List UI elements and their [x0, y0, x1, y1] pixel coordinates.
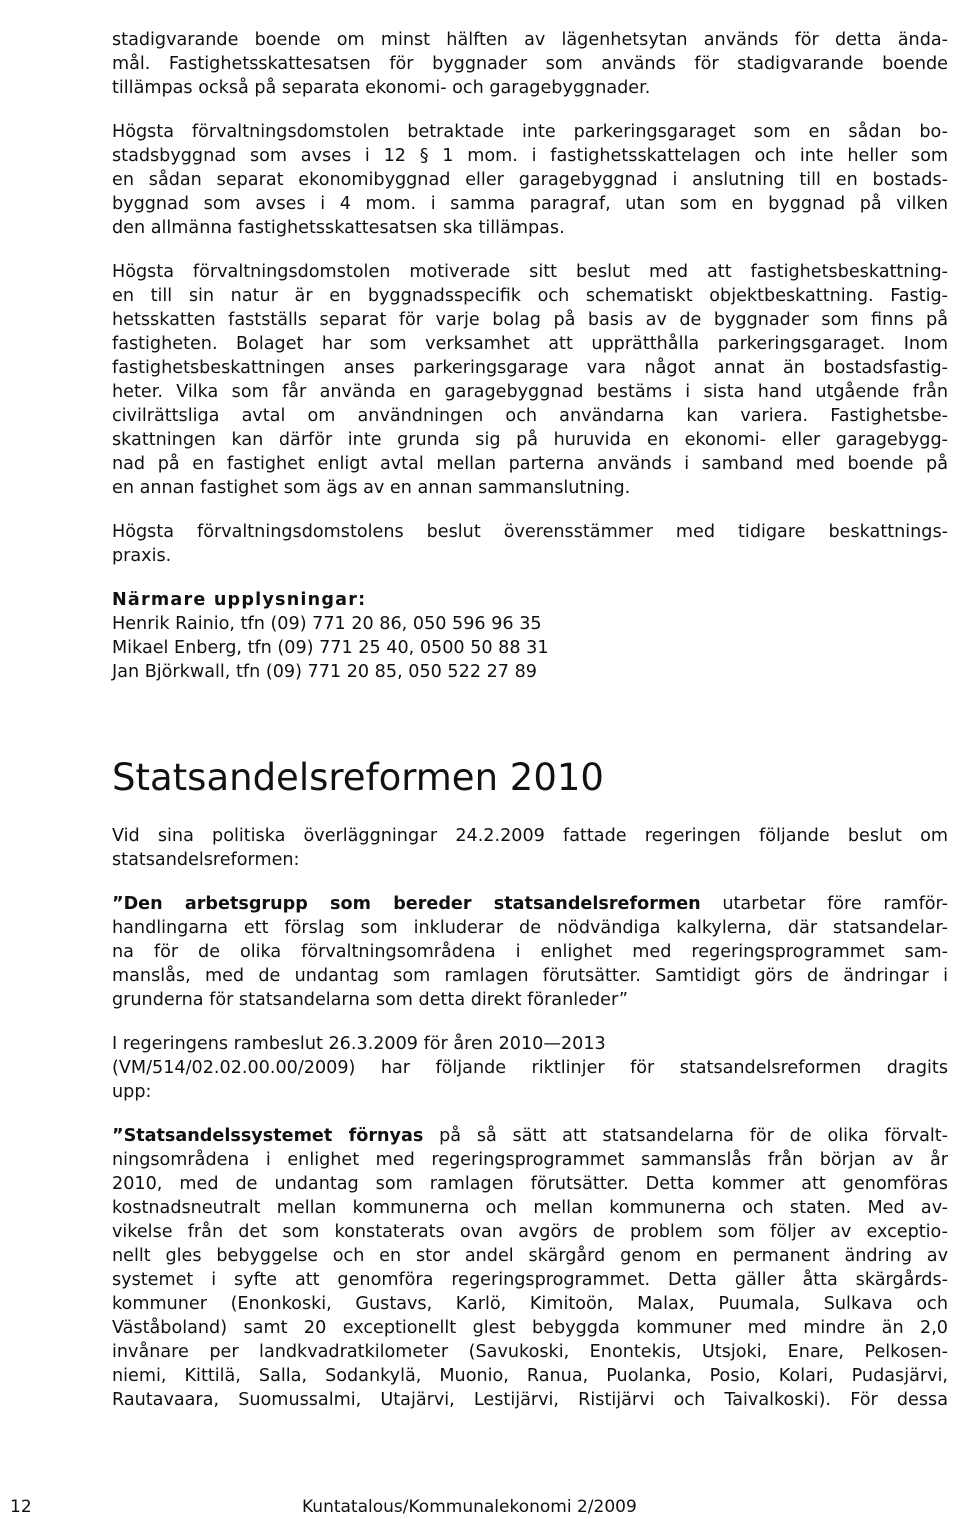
text-line: Vid sina politiska överläggningar 24.2.2009 fattade regeringen följande beslut om — [112, 826, 948, 846]
text-line: civilrättsliga avtal om användningen och användarna kan variera. Fastighetsbe- — [112, 406, 948, 426]
text-line: niemi, Kittilä, Salla, Sodankylä, Muonio, Ranua, Puolanka, Posio, Kolari, Pudasjärvi, — [112, 1366, 948, 1386]
page-number: 12 — [10, 1497, 32, 1517]
text-line: heter. Vilka som får använda en garagebyggnad bestäms i sista hand utgående från — [112, 382, 948, 402]
text-line: mål. Fastighetsskattesatsen för byggnader som används för stadigvarande boende — [112, 54, 948, 74]
contact-person: Jan Björkwall, tfn (09) 771 20 85, 050 522 27 89 — [112, 662, 537, 682]
text-line: skattningen kan därför inte grunda sig på huruvida en ekonomi- eller garagebygg- — [112, 430, 948, 450]
text-line: fastighetsbeskattningen anses parkeringsgarage vara något annat än bostadsfastig- — [112, 358, 948, 378]
contact-person: Henrik Rainio, tfn (09) 771 20 86, 050 596 96 35 — [112, 614, 542, 634]
text-line: (VM/514/02.02.00.00/2009) har följande riktlinjer för statsandelsreformen dragits — [112, 1058, 948, 1078]
text-line: handlingarna ett förslag som inkluderar de nödvändiga kalkylerna, där statsandelar- — [112, 918, 948, 938]
text-line: systemet i syfte att genomföra regeringsprogrammet. Detta gäller åtta skärgårds- — [112, 1270, 948, 1290]
text-line: kommuner (Enonkoski, Gustavs, Karlö, Kimitoön, Malax, Puumala, Sulkava och — [112, 1294, 948, 1314]
text-line: en sådan separat ekonomibyggnad eller garagebyggnad i anslutning till en bostads- — [112, 170, 948, 190]
quote-2 — [112, 1124, 948, 1412]
page-content — [112, 28, 948, 1412]
quote-1-rest: utarbetar före ramför- — [700, 894, 948, 914]
contact-block — [112, 588, 948, 684]
text-line: kostnadsneutralt mellan kommunerna och mellan kommunerna och staten. Med av- — [112, 1198, 948, 1218]
section-title: Statsandelsreformen 2010 — [112, 756, 604, 799]
text-line: hetsskatten fastställs separat för varje bolag på basis av de byggnader som finns på — [112, 310, 948, 330]
text-line: grunderna för statsandelarna som detta direkt föranleder” — [112, 990, 629, 1010]
text-line: nad på en fastighet enligt avtal mellan parterna används i samband med boende på — [112, 454, 948, 474]
text-line: invånare per landkvadratkilometer (Savukoski, Enontekis, Utsjoki, Enare, Pelkosen- — [112, 1342, 948, 1362]
section-intro — [112, 824, 948, 872]
text-line: praxis. — [112, 546, 172, 566]
text-line — [112, 892, 948, 916]
frame-decision — [112, 1032, 948, 1104]
text-line: na för de olika förvaltningsområdena i enlighet med regeringsprogrammet sam- — [112, 942, 948, 962]
quote-2-lead: ”Statsandelssystemet förnyas — [112, 1126, 424, 1146]
paragraph-4 — [112, 520, 948, 568]
text-line: nellt gles bebyggelse och en stor andel skärgård genom en permanent ändring av — [112, 1246, 948, 1266]
text-line: fastigheten. Bolaget har som verksamhet att upprätthålla parkeringsgaraget. Inom — [112, 334, 948, 354]
paragraph-2 — [112, 120, 948, 240]
text-line: en till sin natur är en byggnadsspecifik och schematiskt objektbeskattning. Fastig- — [112, 286, 948, 306]
publication-footer: Kuntatalous/Kommunalekonomi 2/2009 — [302, 1497, 637, 1517]
text-line — [112, 1124, 948, 1148]
text-line: statsandelsreformen: — [112, 850, 300, 870]
text-line: I regeringens rambeslut 26.3.2009 för åren 2010—2013 — [112, 1034, 606, 1054]
text-line: vikelse från det som konstaterats ovan avgörs de problem som följer av exceptio- — [112, 1222, 948, 1242]
contact-person: Mikael Enberg, tfn (09) 771 25 40, 0500 50 88 31 — [112, 638, 549, 658]
text-line: ningsområdena i enlighet med regeringsprogrammet sammanslås från början av år — [112, 1150, 948, 1170]
paragraph-3 — [112, 260, 948, 500]
quote-1-lead: ”Den arbetsgrupp som bereder statsandelsreformen — [112, 894, 701, 914]
contact-heading: Närmare upplysningar: — [112, 590, 367, 610]
text-line: Väståboland) samt 20 exceptionellt glest bebyggda kommuner med mindre än 2,0 — [112, 1318, 948, 1338]
quote-2-rest: på så sätt att statsandelarna för de olika förvalt- — [423, 1126, 948, 1146]
text-line: byggnad som avses i 4 mom. i samma paragraf, utan som en byggnad på vilken — [112, 194, 948, 214]
text-line: stadsbyggnad som avses i 12 § 1 mom. i fastighetsskattelagen och inte heller som — [112, 146, 948, 166]
text-line: en annan fastighet som ägs av en annan sammanslutning. — [112, 478, 631, 498]
text-line: Högsta förvaltningsdomstolen betraktade inte parkeringsgaraget som en sådan bo- — [112, 122, 948, 142]
paragraph-1 — [112, 28, 948, 100]
text-line: 2010, med de undantag som ramlagen förutsätter. Detta kommer att genomföras — [112, 1174, 948, 1194]
text-line: stadigvarande boende om minst hälften av lägenhetsytan används för detta ända- — [112, 30, 948, 50]
text-line: Högsta förvaltningsdomstolen motiverade sitt beslut med att fastighetsbeskattning- — [112, 262, 948, 282]
text-line: Rautavaara, Suomussalmi, Utajärvi, Lestijärvi, Ristijärvi och Taivalkoski). För dessa — [112, 1390, 948, 1410]
text-line: manslås, med de undantag som ramlagen förutsätter. Samtidigt görs de ändringar i — [112, 966, 948, 986]
quote-1 — [112, 892, 948, 1012]
text-line: den allmänna fastighetsskattesatsen ska tillämpas. — [112, 218, 565, 238]
text-line: Högsta förvaltningsdomstolens beslut överensstämmer med tidigare beskattnings- — [112, 522, 948, 542]
text-line: tillämpas också på separata ekonomi- och garagebyggnader. — [112, 78, 651, 98]
text-line: upp: — [112, 1082, 152, 1102]
